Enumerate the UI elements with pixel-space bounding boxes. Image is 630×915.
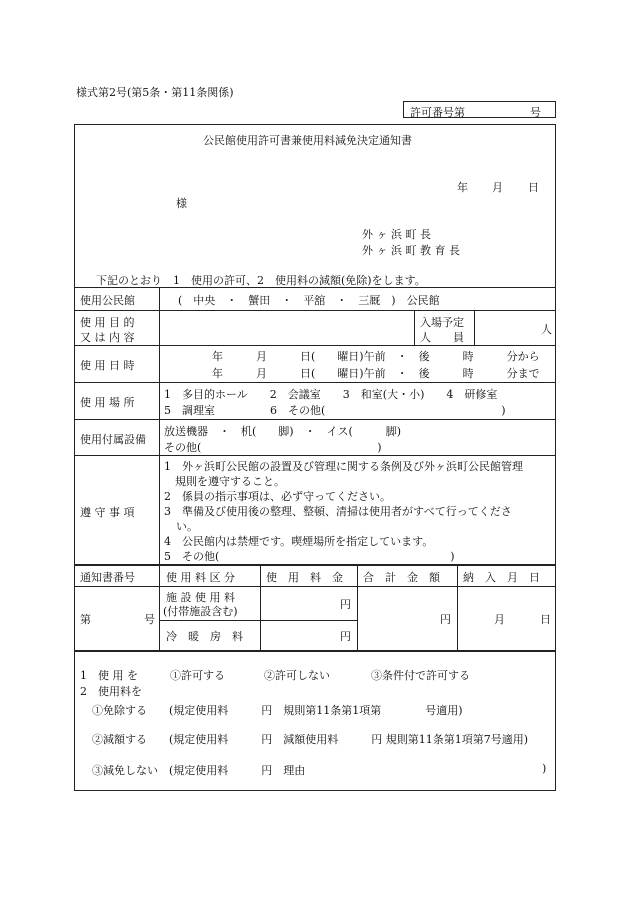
total-yen: 円: [440, 613, 451, 626]
place-label: 使 用 場 所: [80, 396, 135, 409]
rules-line: 4 公民館内は禁煙です。喫煙場所を指定しています。: [164, 535, 434, 548]
divider: [74, 419, 556, 420]
divider: [457, 564, 458, 650]
place-line-2: 5 調理室 6 その他( ): [164, 404, 506, 417]
decision-exempt-line: ①免除する (規定使用料 円 規則第11条第1項第 号適用): [92, 704, 463, 717]
facility-fee-yen: 円: [340, 598, 351, 611]
permit-number-label: 許可番号第: [410, 106, 465, 119]
purpose-label-2: 又 は 内 容: [80, 331, 135, 344]
expected-unit: 人: [541, 323, 552, 336]
addressee-suffix: 様: [176, 197, 187, 210]
divider: [414, 310, 415, 345]
datetime-line-1: 年 月 日( 曜日)午前 ・ 後 時 分から: [212, 350, 540, 363]
facility-fee-label-2: (付帯施設含む): [163, 605, 238, 618]
decision-close-paren: ): [542, 762, 547, 775]
divider: [74, 586, 556, 587]
notice-number-suffix: 号: [144, 613, 155, 626]
divider: [74, 564, 556, 566]
rules-line: 2 係員の指示事項は、必ず守ってください。: [164, 490, 391, 503]
divider: [74, 287, 556, 288]
document-title: 公民館使用許可書兼使用料減免決定通知書: [203, 134, 412, 147]
divider: [357, 564, 358, 650]
heating-fee-label: 冷 暖 房 料: [166, 630, 243, 643]
facility-value: ( 中央 ・ 蟹田 ・ 平舘 ・ 三厩 ) 公民館: [178, 294, 440, 307]
datetime-line-2: 年 月 日( 曜日)午前 ・ 後 時 分まで: [212, 367, 540, 380]
expected-label-1: 入場予定: [420, 316, 464, 329]
rules-line: 1 外ヶ浜町公民館の設置及び管理に関する条例及び外ヶ浜町公民館管理: [164, 460, 523, 473]
facility-fee-label-1: 施 設 使 用 料: [166, 591, 235, 604]
rules-line: 規則を遵守すること。: [164, 475, 285, 488]
decision-permit-option: ①許可する: [170, 669, 225, 682]
header-fee-amount: 使 用 料 金: [266, 571, 343, 584]
divider: [159, 564, 160, 650]
rules-line: 3 準備及び使用後の整理、整頓、清掃は使用者がすべて行ってくださ: [164, 505, 512, 518]
notice-number-prefix: 第: [80, 613, 91, 626]
equipment-label: 使用付属設備: [80, 433, 146, 446]
divider: [159, 620, 357, 621]
equipment-line-2: その他( ): [164, 441, 382, 454]
divider: [159, 287, 160, 564]
payment-month: 月: [494, 613, 505, 626]
decision-use-label: 1 使 用 を: [80, 669, 138, 682]
divider: [474, 310, 475, 345]
datetime-label: 使 用 日 時: [80, 359, 135, 372]
divider: [74, 345, 556, 346]
divider: [74, 310, 556, 311]
decision-no-exempt-line: ③減免しない (規定使用料 円 理由: [92, 764, 306, 777]
decision-conditional-option: ③条件付で許可する: [371, 669, 470, 682]
date-year: 年: [457, 181, 468, 194]
equipment-line-1: 放送機器 ・ 机( 脚) ・ イス( 脚): [164, 425, 402, 438]
header-notice-number: 通知書番号: [80, 571, 135, 584]
decision-fee-label: 2 使用料を: [80, 685, 142, 698]
intro-text: 下記のとおり 1 使用の許可、2 使用料の減額(免除)をします。: [96, 274, 426, 287]
expected-label-2: 人 員: [420, 331, 464, 344]
decision-deny-option: ②許可しない: [264, 669, 330, 682]
decision-reduce-line: ②減額する (規定使用料 円 減額使用料 円 規則第11条第1項第7号適用): [92, 733, 529, 746]
date-day: 日: [528, 181, 539, 194]
place-line-1: 1 多目的ホール 2 会議室 3 和室(大・小) 4 研修室: [164, 388, 498, 401]
rules-line: い。: [176, 520, 198, 533]
divider: [74, 650, 556, 652]
date-month: 月: [492, 181, 503, 194]
issuer-superintendent: 外 ヶ 浜 町 教 育 長: [362, 244, 460, 257]
divider: [74, 382, 556, 383]
header-fee-category: 使 用 料 区 分: [166, 571, 235, 584]
rules-line: 5 その他( ): [164, 550, 455, 563]
permit-number-box: [403, 101, 556, 118]
divider: [260, 564, 261, 650]
rules-label: 遵 守 事 項: [80, 506, 135, 519]
header-payment-date: 納 入 月 日: [463, 571, 540, 584]
purpose-label-1: 使 用 目 的: [80, 316, 135, 329]
form-number: 様式第2号(第5条・第11条関係): [76, 86, 234, 99]
divider: [74, 455, 556, 456]
facility-label: 使用公民館: [80, 294, 135, 307]
header-total-amount: 合 計 金 額: [363, 571, 440, 584]
issuer-mayor: 外 ヶ 浜 町 長: [362, 228, 431, 241]
permit-number-suffix: 号: [530, 106, 541, 119]
heating-fee-yen: 円: [340, 630, 351, 643]
payment-day: 日: [540, 613, 551, 626]
